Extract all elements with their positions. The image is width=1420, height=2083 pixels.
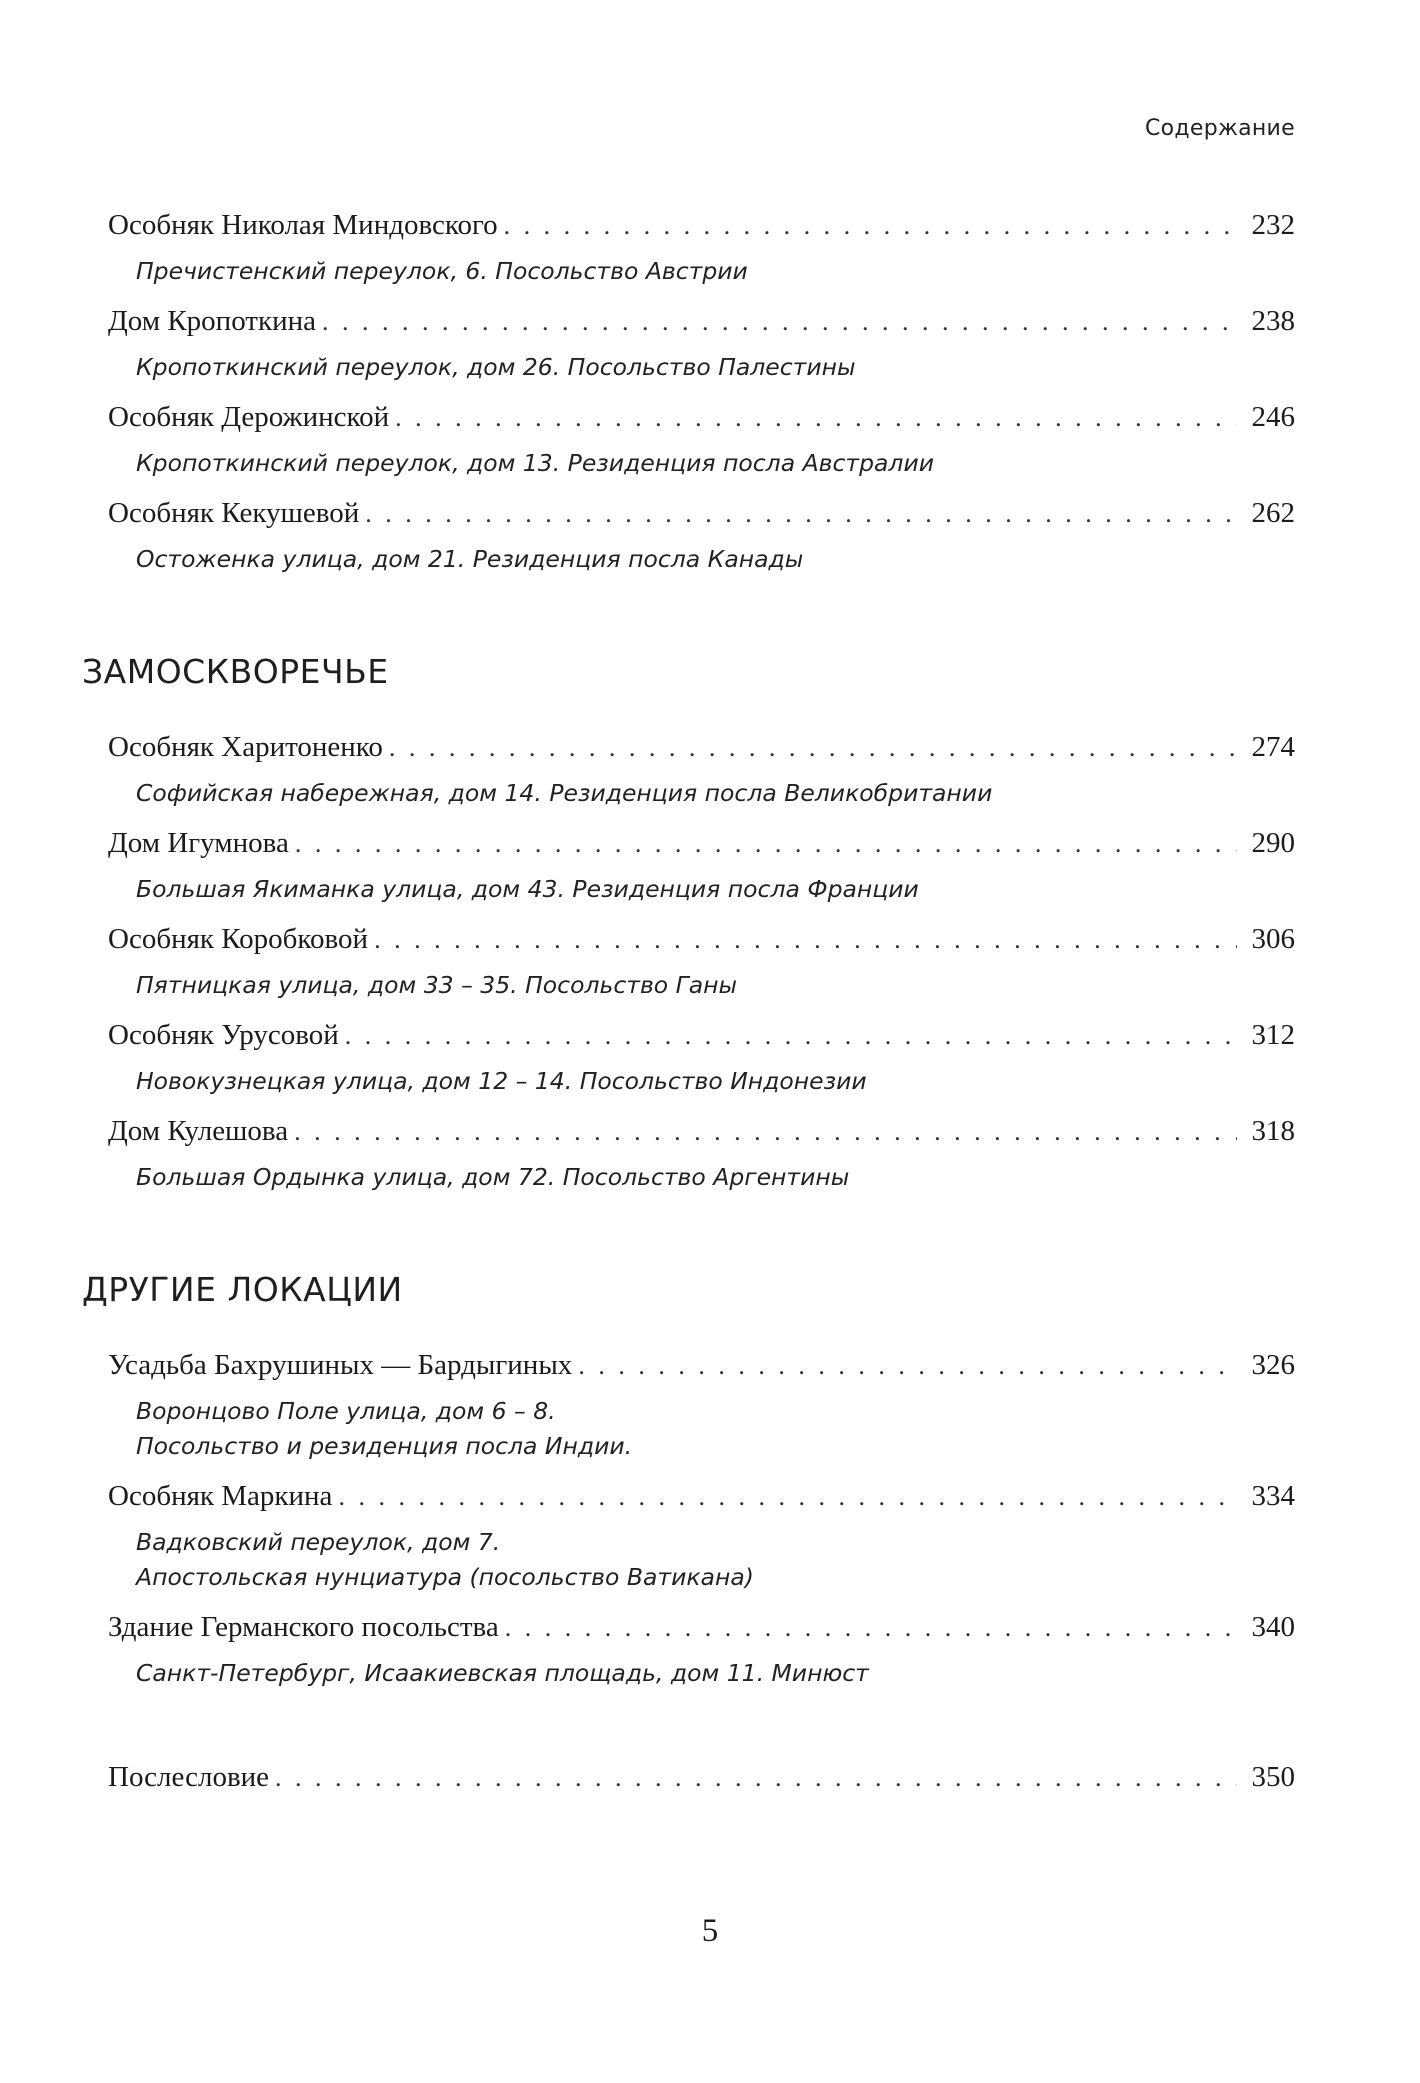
entry-address: Посольство и резиденция посла Индии. xyxy=(136,1432,633,1460)
toc-entry xyxy=(108,1760,1295,1795)
entry-page-number: 238 xyxy=(1251,305,1295,337)
entry-title: Особняк Урусовой xyxy=(108,1019,339,1051)
entry-address: Большая Якиманка улица, дом 43. Резиденция посла Франции xyxy=(136,875,919,903)
dot-leader xyxy=(395,401,1237,435)
running-head: Содержание xyxy=(1144,116,1295,141)
entry-page-number: 318 xyxy=(1251,1115,1295,1147)
entry-page-number: 312 xyxy=(1251,1019,1295,1051)
entry-address: Воронцово Поле улица, дом 6 – 8. xyxy=(136,1397,556,1425)
entry-address: Апостольская нунциатура (посольство Ватикана) xyxy=(136,1563,754,1591)
entry-page-number: 232 xyxy=(1251,209,1295,241)
page-number: 5 xyxy=(701,1913,719,1949)
toc-entry xyxy=(108,1018,1295,1053)
toc-entry xyxy=(108,1114,1295,1149)
section-heading: ЗАМОСКВОРЕЧЬЕ xyxy=(82,652,389,691)
toc-entry xyxy=(108,1610,1295,1645)
entry-title: Особняк Дерожинской xyxy=(108,401,390,433)
entry-title: Дом Кропоткина xyxy=(108,305,316,337)
entry-page-number: 306 xyxy=(1251,923,1295,955)
entry-page-number: 334 xyxy=(1251,1480,1295,1512)
entry-address: Софийская набережная, дом 14. Резиденция посла Великобритании xyxy=(136,779,993,807)
entry-address: Вадковский переулок, дом 7. xyxy=(136,1528,501,1556)
entry-title: Дом Игумнова xyxy=(108,827,289,859)
entry-page-number: 246 xyxy=(1251,401,1295,433)
entry-page-number: 290 xyxy=(1251,827,1295,859)
toc-entry xyxy=(108,208,1295,243)
entry-address: Санкт-Петербург, Исаакиевская площадь, дом 11. Минюст xyxy=(136,1659,869,1687)
entry-address: Пречистенский переулок, 6. Посольство Австрии xyxy=(136,257,748,285)
dot-leader xyxy=(374,923,1237,957)
dot-leader xyxy=(275,1761,1237,1795)
entry-title: Послесловие xyxy=(108,1761,270,1793)
entry-page-number: 350 xyxy=(1251,1761,1295,1793)
entry-address: Большая Ордынка улица, дом 72. Посольство Аргентины xyxy=(136,1163,850,1191)
dot-leader xyxy=(505,1611,1237,1645)
entry-address: Остоженка улица, дом 21. Резиденция посла Канады xyxy=(136,545,804,573)
entry-title: Особняк Маркина xyxy=(108,1480,333,1512)
entry-page-number: 274 xyxy=(1251,731,1295,763)
entry-address: Пятницкая улица, дом 33 – 35. Посольство Ганы xyxy=(136,971,738,999)
dot-leader xyxy=(338,1480,1237,1514)
toc-entry xyxy=(108,1348,1295,1383)
entry-page-number: 326 xyxy=(1251,1349,1295,1381)
entry-page-number: 340 xyxy=(1251,1611,1295,1643)
dot-leader xyxy=(389,731,1237,765)
toc-entry xyxy=(108,922,1295,957)
entry-page-number: 262 xyxy=(1251,497,1295,529)
entry-title: Особняк Николая Миндовского xyxy=(108,209,498,241)
entry-title: Здание Германского посольства xyxy=(108,1611,499,1643)
dot-leader xyxy=(294,1115,1237,1149)
toc-entry xyxy=(108,826,1295,861)
toc-entry xyxy=(108,1479,1295,1514)
dot-leader xyxy=(365,497,1237,531)
dot-leader xyxy=(322,305,1237,339)
entry-address: Новокузнецкая улица, дом 12 – 14. Посольство Индонезии xyxy=(136,1067,867,1095)
section-heading: ДРУГИЕ ЛОКАЦИИ xyxy=(82,1270,403,1309)
entry-address: Кропоткинский переулок, дом 13. Резиденция посла Австралии xyxy=(136,449,934,477)
toc-entry xyxy=(108,730,1295,765)
dot-leader xyxy=(295,827,1237,861)
toc-entry xyxy=(108,400,1295,435)
toc-entry xyxy=(108,496,1295,531)
dot-leader xyxy=(504,209,1237,243)
entry-title: Особняк Харитоненко xyxy=(108,731,383,763)
entry-title: Особняк Кекушевой xyxy=(108,497,360,529)
dot-leader xyxy=(345,1019,1237,1053)
entry-title: Особняк Коробковой xyxy=(108,923,369,955)
entry-address: Кропоткинский переулок, дом 26. Посольство Палестины xyxy=(136,353,856,381)
entry-title: Усадьба Бахрушиных — Бардыгиных xyxy=(108,1349,573,1381)
entry-title: Дом Кулешова xyxy=(108,1115,289,1147)
dot-leader xyxy=(578,1349,1237,1383)
toc-entry xyxy=(108,304,1295,339)
